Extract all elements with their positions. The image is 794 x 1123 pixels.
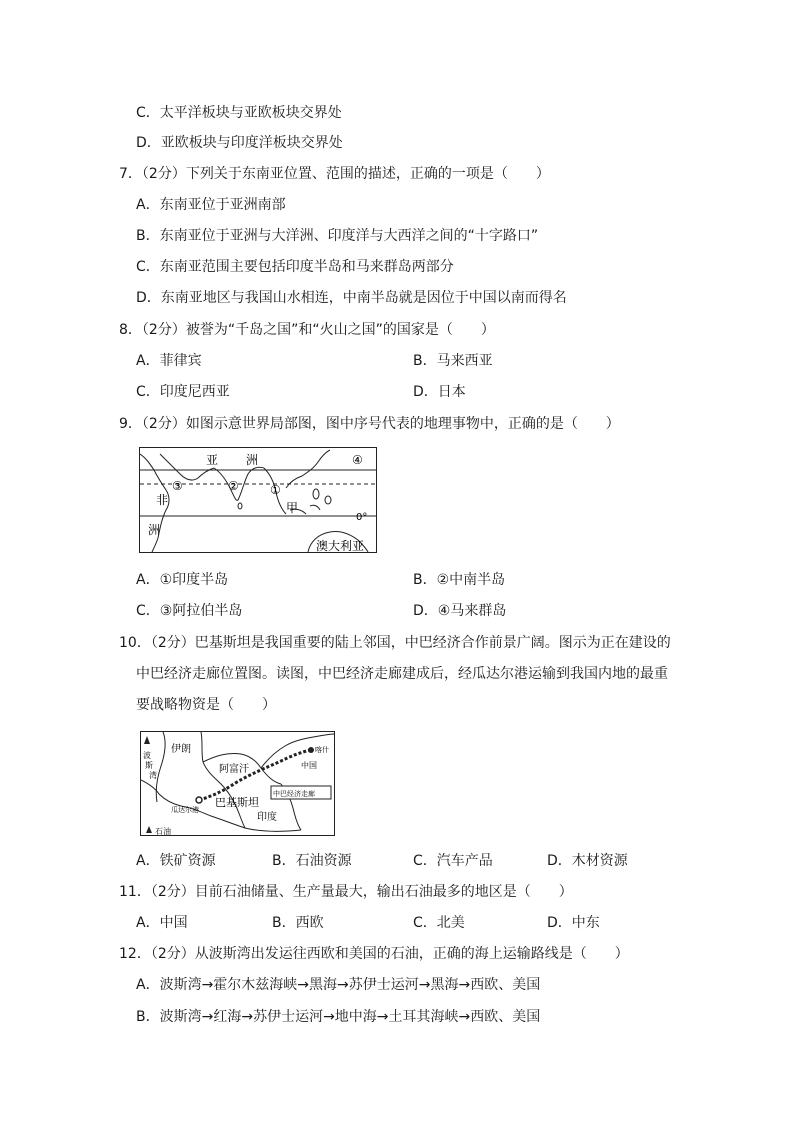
q9-stem: 9．（2分）如图示意世界局部图，图中序号代表的地理事物中，正确的是（ ） [119,416,620,432]
china-pakistan-corridor-map [140,731,335,836]
q10-option-b: B．石油资源 [272,853,352,869]
sri-lanka-shape [238,503,242,509]
q6-option-c: C．太平洋板块与亚欧板块交界处 [136,105,342,121]
gulf-coast [141,780,181,806]
map-label-pakistan: 巴基斯坦 [215,796,259,809]
q9-option-c: C．③阿拉伯半岛 [136,603,243,619]
map-number-1: ① [270,483,281,497]
q6-option-d: D．亚欧板块与印度洋板块交界处 [136,135,343,151]
q8-option-c: C．印度尼西亚 [136,384,230,400]
world-partial-map [139,447,377,553]
q10-stem-line-2: 中巴经济走廊位置图。读图，中巴经济走廊建成后，经瓜达尔港运输到我国内地的最重 [136,666,668,682]
map-label-persian-3: 湾 [149,771,157,780]
q8-option-d: D．日本 [413,384,466,400]
q11-stem: 11．（2分）目前石油储量、生产量最大，输出石油最多的地区是（ ） [119,884,573,900]
map-label-gwadar: 瓜达尔港 [171,806,199,814]
map-label-australia: 澳大利亚 [316,539,365,552]
oil-symbol-icon [144,736,150,744]
q11-option-c: C．北美 [413,915,465,931]
map-label-persian-2: 斯 [145,761,153,770]
world-partial-map-figure [140,448,376,552]
q11-option-d: D．中东 [547,915,600,931]
map-label-corridor: 中巴经济走廊 [273,790,315,798]
corridor-map-figure [141,732,334,835]
map-number-3: ③ [172,479,183,493]
q11-option-b: B．西欧 [272,915,324,931]
gwadar-point [196,797,202,803]
map-label-africa-2: 洲 [148,523,161,537]
map-label-jia: 甲 [286,501,299,515]
map-legend-oil: 石油 [155,827,171,835]
kashi-point [308,747,314,753]
island-shape [325,496,331,504]
q10-stem-line-1: 10．（2分）巴基斯坦是我国重要的陆上邻国，中巴经济合作前景广阔。图示为正在建设的 [119,635,671,651]
map-label-china: 中国 [301,761,317,770]
island-shape [313,489,319,499]
map-label-persian-1: 波 [143,751,151,760]
map-label-kashi: 喀什 [315,746,329,754]
q9-option-d: D．④马来群岛 [413,603,507,619]
q12-stem: 12．（2分）从波斯湾出发运往西欧和美国的石油，正确的海上运输路线是（ ） [119,946,629,962]
q7-option-c: C．东南亚范围主要包括印度半岛和马来群岛两部分 [136,259,454,275]
map-label-asia-2: 洲 [246,453,259,467]
map-number-4: ④ [352,453,363,467]
q12-option-b: B．波斯湾→红海→苏伊士运河→地中海→土耳其海峡→西欧、美国 [136,1009,541,1025]
q8-stem: 8．（2分）被誉为“千岛之国”和“火山之国”的国家是（ ） [119,322,495,338]
map-label-equator: 0° [356,512,368,523]
map-label-iran: 伊朗 [171,744,191,755]
q7-option-b: B．东南亚位于亚洲与大洋洲、印度洋与大西洋之间的“十字路口” [136,228,539,244]
map-label-asia-1: 亚 [206,453,219,467]
iran-pakistan-border [201,732,245,828]
map-label-africa-1: 非 [156,493,169,507]
map-label-india: 印度 [257,812,277,823]
q11-option-a: A．中国 [136,915,188,931]
q7-stem: 7．（2分）下列关于东南亚位置、范围的描述，正确的一项是（ ） [119,166,550,182]
q9-option-b: B．②中南半岛 [413,572,506,588]
q8-option-b: B．马来西亚 [413,353,493,369]
q10-option-d: D．木材资源 [547,853,628,869]
map-label-afghanistan: 阿富汗 [219,764,249,775]
q8-option-a: A．菲律宾 [136,353,202,369]
q10-option-a: A．铁矿资源 [136,853,216,869]
oil-legend-icon [146,826,152,833]
q7-option-d: D．东南亚地区与我国山水相连，中南半岛就是因位于中国以南而得名 [136,290,567,306]
q9-option-a: A．①印度半岛 [136,572,229,588]
map-number-2: ② [228,479,239,493]
q7-option-a: A．东南亚位于亚洲南部 [136,197,286,213]
q10-option-c: C．汽车产品 [413,853,493,869]
q12-option-a: A．波斯湾→霍尔木兹海峡→黑海→苏伊士运河→黑海→西欧、美国 [136,977,541,993]
q10-stem-line-3: 要战略物资是（ ） [136,697,276,713]
